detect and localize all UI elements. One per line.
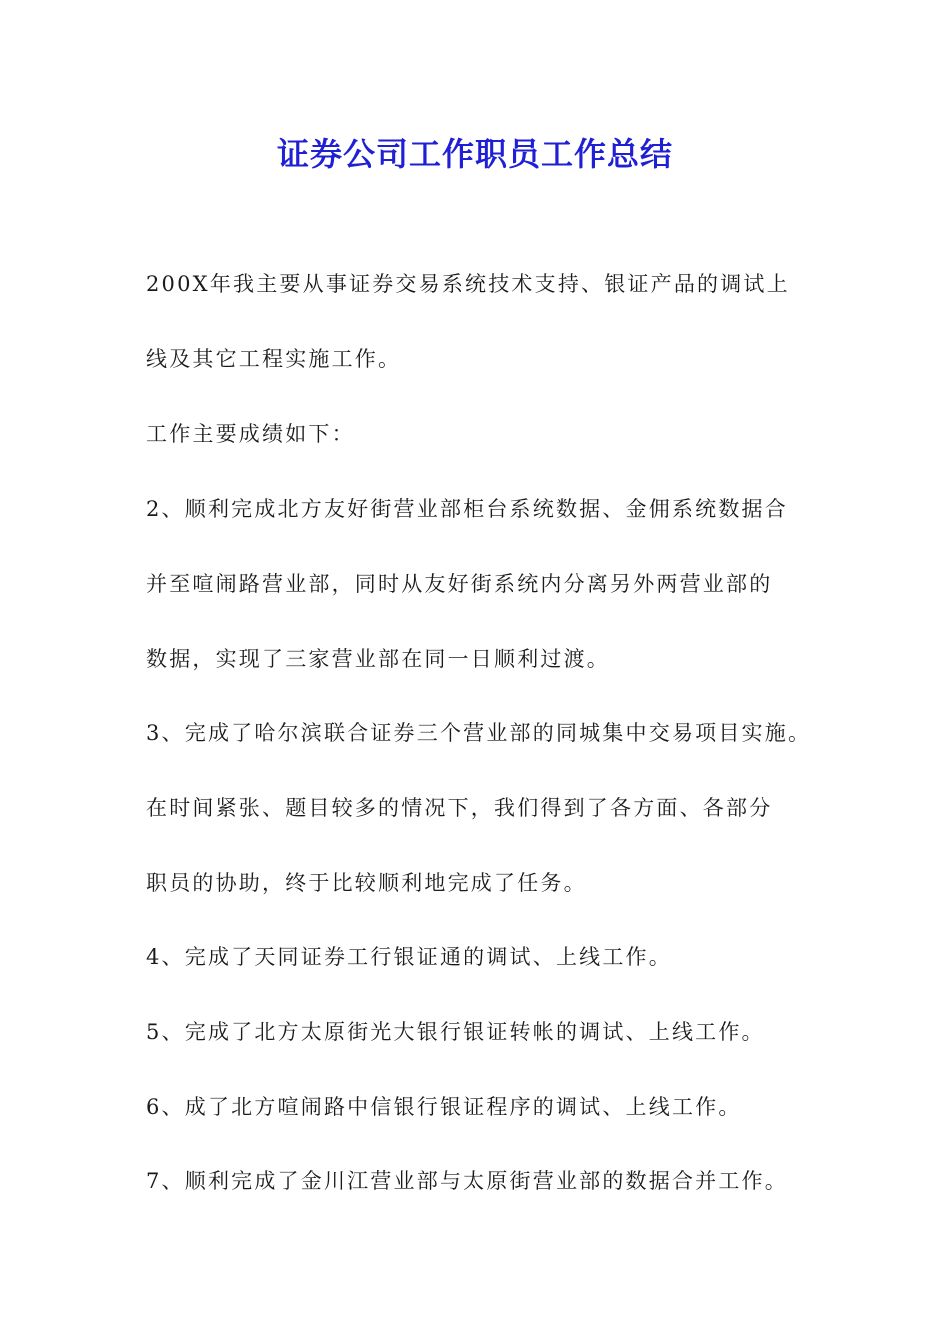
paragraph-line: 在时间紧张、题目较多的情况下，我们得到了各方面、各部分	[146, 796, 773, 820]
paragraph-line: 2、顺利完成北方友好街营业部柜台系统数据、金佣系统数据合	[146, 497, 788, 521]
paragraph-line: 数据，实现了三家营业部在同一日顺利过渡。	[146, 647, 610, 671]
paragraph-line: 7、顺利完成了金川江营业部与太原街营业部的数据合并工作。	[146, 1169, 788, 1193]
paragraph-line: 6、成了北方喧闹路中信银行银证程序的调试、上线工作。	[146, 1095, 742, 1119]
paragraph-line: 工作主要成绩如下：	[146, 422, 355, 446]
paragraph-line: 线及其它工程实施工作。	[146, 347, 402, 371]
paragraph-line: 职员的协助，终于比较顺利地完成了任务。	[146, 871, 587, 895]
paragraph-line: 3、完成了哈尔滨联合证券三个营业部的同城集中交易项目实施。	[146, 721, 812, 745]
paragraph-line: 4、完成了天同证券工行银证通的调试、上线工作。	[146, 945, 672, 969]
page-title: 证券公司工作职员工作总结	[276, 135, 673, 173]
paragraph-line: 200X年我主要从事证券交易系统技术支持、银证产品的调试上	[146, 272, 790, 296]
paragraph-line: 并至喧闹路营业部，同时从友好街系统内分离另外两营业部的	[146, 572, 773, 596]
paragraph-line: 5、完成了北方太原街光大银行银证转帐的调试、上线工作。	[146, 1020, 765, 1044]
